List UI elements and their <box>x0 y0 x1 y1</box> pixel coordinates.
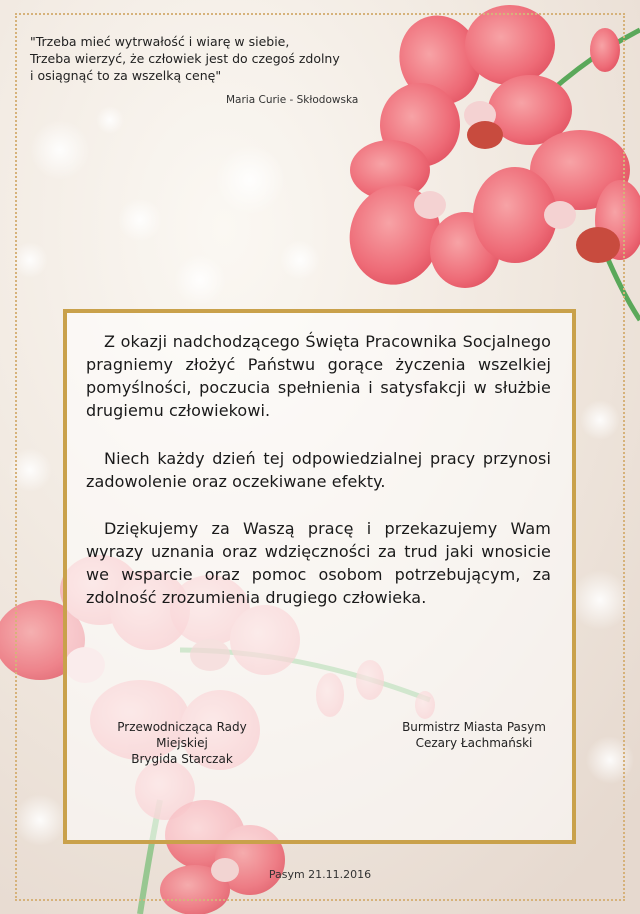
place-date: Pasym 21.11.2016 <box>268 868 372 881</box>
signature-right <box>394 719 554 751</box>
greeting-paragraph-1: Z okazji nadchodzącego Święta Pracownika Socjalnego pragniemy złożyć Państwu gorące życzenia wszelkiej pomyślności, poczucia spełnienia i satysfakcji w służbie drugiemu człowiekowi. <box>86 332 551 420</box>
quote-line-3: i osiągnąć to za wszelką cenę" <box>30 68 222 83</box>
quote-line-2: Trzeba wierzyć, że człowiek jest do czegoś zdolny <box>30 51 340 66</box>
signature-right-name: Cezary Łachmański <box>415 736 533 750</box>
signature-left <box>92 719 272 767</box>
quote <box>30 33 390 84</box>
greeting-paragraph-3: Dziękujemy za Waszą pracę i przekazujemy Wam wyrazy uznania oraz wdzięczności za trud jaki wnosicie we wsparcie oraz pomoc osobom potrzebującym, za zdolność zrozumienia drugiego człowieka. <box>86 519 551 607</box>
signature-left-name: Brygida Starczak <box>131 752 233 766</box>
quote-author: Maria Curie - Skłodowska <box>226 94 359 106</box>
signature-left-title: Przewodnicząca Rady Miejskiej <box>117 720 247 750</box>
signature-right-title: Burmistrz Miasta Pasym <box>402 720 546 734</box>
quote-line-1: "Trzeba mieć wytrwałość i wiarę w siebie, <box>30 34 290 49</box>
greeting-paragraph-2: Niech każdy dzień tej odpowiedzialnej pracy przynosi zadowolenie oraz oczekiwane efekty. <box>86 449 551 491</box>
